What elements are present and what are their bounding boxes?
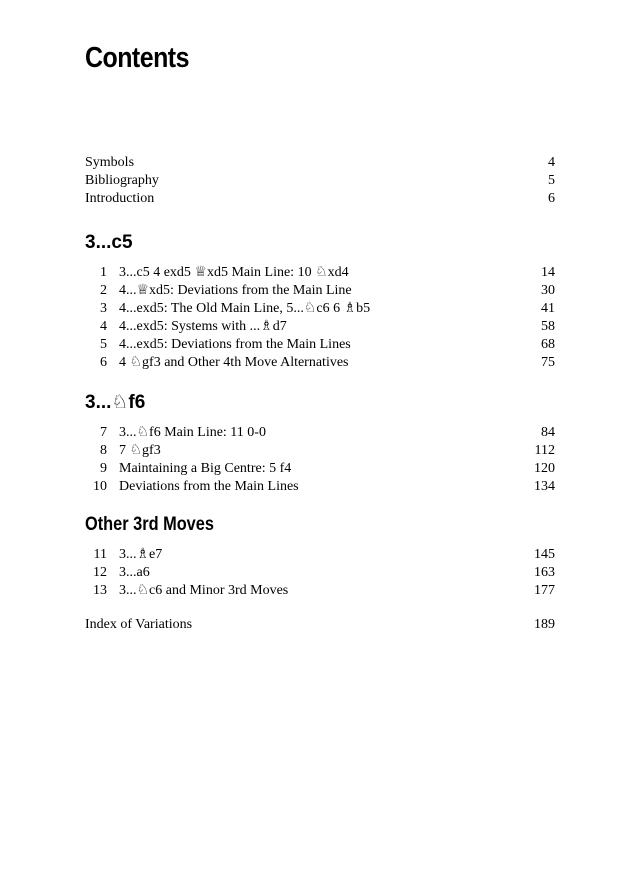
section-heading: 3...c5 bbox=[85, 232, 133, 253]
chapter-page: 58 bbox=[541, 319, 555, 334]
entry-label: Bibliography bbox=[85, 173, 159, 188]
chapter-title: 4 ♘gf3 and Other 4th Move Alternatives bbox=[119, 355, 349, 370]
entry-page: 189 bbox=[534, 617, 555, 632]
chapter-number: 4 bbox=[100, 319, 107, 334]
entry-label: Symbols bbox=[85, 155, 135, 170]
chapter-title: 3...♘c6 and Minor 3rd Moves bbox=[119, 583, 289, 598]
chapter-number: 6 bbox=[100, 355, 107, 370]
chapter-entry[interactable] bbox=[85, 546, 555, 564]
chapter-page: 163 bbox=[534, 565, 555, 580]
chapter-entry[interactable] bbox=[85, 424, 555, 442]
toc-entry-introduction[interactable] bbox=[85, 190, 555, 208]
section-heading: Other 3rd Moves bbox=[85, 514, 214, 535]
section-3-c5 bbox=[85, 230, 555, 372]
toc-entry-bibliography[interactable] bbox=[85, 172, 555, 190]
chapter-entry[interactable] bbox=[85, 478, 555, 496]
entry-page: 6 bbox=[548, 191, 555, 206]
chapter-title: 4...exd5: Deviations from the Main Lines bbox=[119, 337, 351, 352]
chapter-number: 5 bbox=[100, 337, 107, 352]
chapter-number: 7 bbox=[100, 425, 107, 440]
chapter-number: 13 bbox=[93, 583, 107, 598]
chapter-number: 10 bbox=[93, 479, 107, 494]
chapter-page: 112 bbox=[534, 443, 555, 458]
entry-page: 5 bbox=[548, 173, 555, 188]
chapter-page: 14 bbox=[541, 265, 555, 280]
chapter-number: 2 bbox=[100, 283, 107, 298]
chapter-entry[interactable] bbox=[85, 582, 555, 600]
page-title: Contents bbox=[85, 42, 189, 74]
chapter-page: 84 bbox=[541, 425, 555, 440]
chapter-entry[interactable] bbox=[85, 300, 555, 318]
chapter-entry[interactable] bbox=[85, 336, 555, 354]
chapter-title: Maintaining a Big Centre: 5 f4 bbox=[119, 461, 292, 476]
chapter-entry[interactable] bbox=[85, 264, 555, 282]
toc-entry-symbols[interactable] bbox=[85, 154, 555, 172]
chapter-entry[interactable] bbox=[85, 282, 555, 300]
chapter-page: 134 bbox=[534, 479, 555, 494]
chapter-title: 3...♘f6 Main Line: 11 0-0 bbox=[119, 425, 266, 440]
chapter-title: 3...♗e7 bbox=[119, 547, 163, 562]
toc-entry-index[interactable] bbox=[85, 616, 555, 634]
chapter-title: Deviations from the Main Lines bbox=[119, 479, 299, 494]
section-3-nf6 bbox=[85, 390, 555, 496]
chapter-title: 4...exd5: The Old Main Line, 5...♘c6 6 ♗b5 bbox=[119, 301, 371, 316]
section-other-3rd-moves bbox=[85, 512, 555, 600]
section-heading: 3...♘f6 bbox=[85, 392, 146, 413]
chapter-page: 68 bbox=[541, 337, 555, 352]
entry-page: 4 bbox=[548, 155, 555, 170]
chapter-title: 7 ♘gf3 bbox=[119, 443, 161, 458]
chapter-number: 12 bbox=[93, 565, 107, 580]
chapter-number: 8 bbox=[100, 443, 107, 458]
chapter-title: 3...c5 4 exd5 ♕xd5 Main Line: 10 ♘xd4 bbox=[119, 265, 349, 280]
chapter-title: 3...a6 bbox=[119, 565, 150, 580]
chapter-number: 1 bbox=[100, 265, 107, 280]
chapter-title: 4...exd5: Systems with ...♗d7 bbox=[119, 319, 287, 334]
entry-label: Introduction bbox=[85, 191, 155, 206]
chapter-entry[interactable] bbox=[85, 354, 555, 372]
chapter-page: 41 bbox=[541, 301, 555, 316]
chapter-entry[interactable] bbox=[85, 442, 555, 460]
chapter-number: 3 bbox=[100, 301, 107, 316]
chapter-number: 11 bbox=[93, 547, 107, 562]
chapter-entry[interactable] bbox=[85, 564, 555, 582]
chapter-title: 4...♕xd5: Deviations from the Main Line bbox=[119, 283, 352, 298]
front-matter-list bbox=[85, 154, 555, 208]
chapter-page: 30 bbox=[541, 283, 555, 298]
chapter-page: 75 bbox=[541, 355, 555, 370]
chapter-page: 145 bbox=[534, 547, 555, 562]
chapter-entry[interactable] bbox=[85, 318, 555, 336]
chapter-page: 177 bbox=[534, 583, 555, 598]
chapter-number: 9 bbox=[100, 461, 107, 476]
chapter-page: 120 bbox=[534, 461, 555, 476]
chapter-entry[interactable] bbox=[85, 460, 555, 478]
entry-label: Index of Variations bbox=[85, 617, 193, 632]
